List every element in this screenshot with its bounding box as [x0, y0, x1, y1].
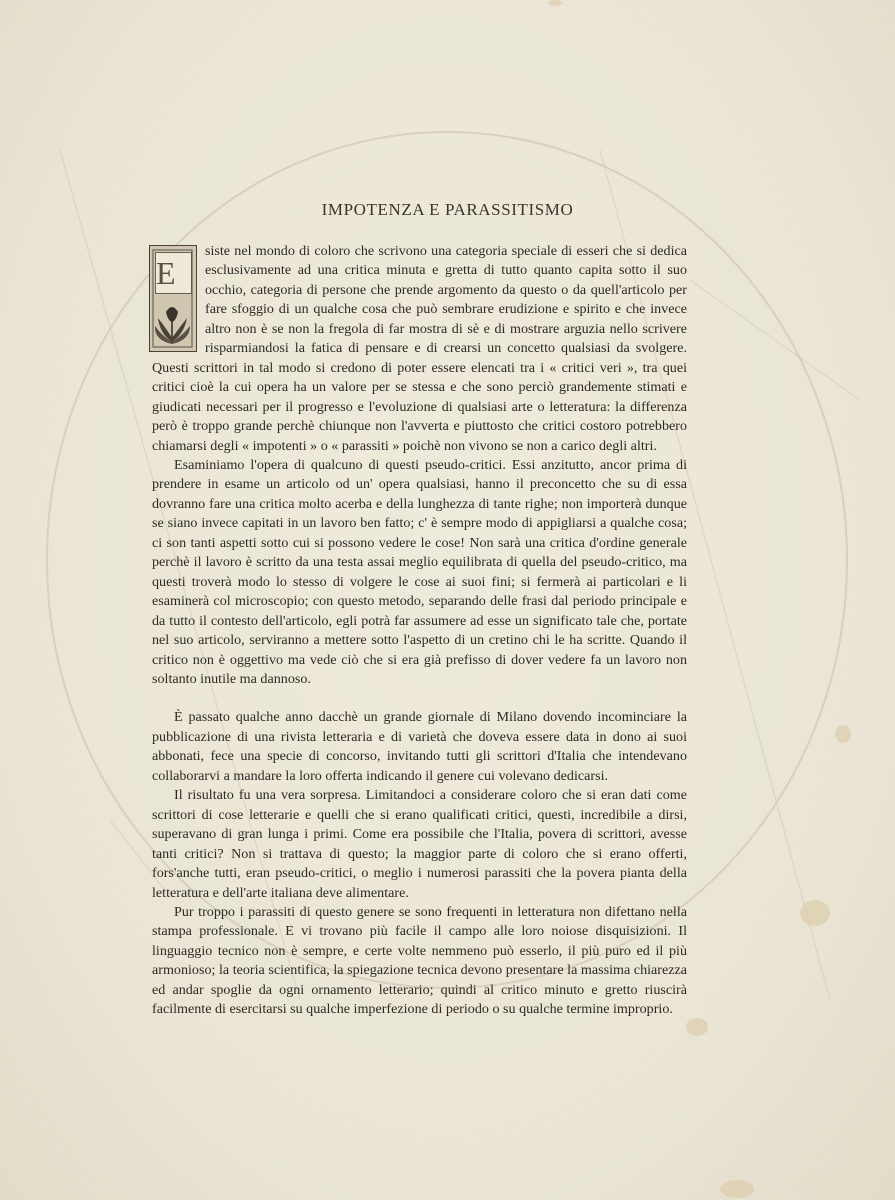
paragraph-4: Il risultato fu una vera sorpresa. Limitandoci a considerare coloro che si eran dati come scrittori di cose letterarie e quelli che si erano qualificati critici, questi, incredibile a dirsi, superavano di gran lunga i primi. Come era possibile che l'Italia, povera di scrittori, avesse tanti critici? Non si trattava di questo; la maggior parte di coloro che si erano offerti, fors'anche tutti, eran pseudo-critici, o meglio i numerosi parassiti che la povera pianta della letteratura e dell'arte italiana deve alimentare.	[152, 787, 687, 901]
article-body	[152, 242, 687, 1020]
paragraph-3: È passato qualche anno dacchè un grande giornale di Milano dovendo incominciare la pubblicazione di una rivista letteraria e di varietà che doveva essere data in dono ai suoi abbonati, fece una specie di concorso, invitando tutti gli scrittori d'Italia che intendevano collaborarvi a mandare la loro offerta indicando il genere cui volevano dedicarsi.	[152, 709, 687, 784]
paragraph-5: Pur troppo i parassiti di questo genere se sono frequenti in letteratura non difettano nella stampa professionale. E vi trovano più facile il campo alle loro noiose disquisizioni. Il linguaggio tecnico non è sempre, e certe volte nemmeno può esserlo, il più puro ed il più armonioso; la teoria scientifica, la spiegazione tecnica devono presentare la massima chiarezza ed andar spoglie da ogni ornamento letterario; quindi al critico minuto e gretto riuscirà facilmente di esercitarsi su qualche imperfezione di periodo o su qualche termine improprio.	[152, 903, 687, 1018]
paragraph-2: Esaminiamo l'opera di qualcuno di questi pseudo-critici. Essi anzitutto, ancor prima di prendere in esame un articolo od un' opera qualsiasi, hanno il preconcetto che su di essa dovranno fare una critica molto acerba e della lunghezza di tante righe; non importerà dunque se siano invece capitati in un lavoro ben fatto; c' è sempre modo di appigliarsi a qualche cosa; ci son tanti aspetti sotto cui si possono vedere le cose! Non sarà una critica d'ordine generale perchè il lavoro è scritto da una testa assai meglio equilibrata di quella del pseudo-critico, ma questi troverà modo lo stesso di volgere le cose ai suoi fini; si fermerà ai particolari e li esaminerà col microscopio; con questo metodo, separando delle frasi dal periodo principale e da tutto il contesto dell'articolo, egli potrà far assumere ad esse un significato tale che, portate nel suo articolo, serviranno a mettere sotto l'aspetto di un cretino chi le ha scritte. Quando il critico non è oggettivo ma vede ciò che si era già prefisso di dover vedere fa un lavoro non soltanto inutile ma dannoso.	[152, 456, 687, 687]
paper-stain	[548, 0, 562, 6]
tulip-icon	[150, 246, 195, 350]
paper-stain	[720, 1180, 754, 1198]
paper-stain	[800, 900, 830, 926]
drop-cap-ornament	[149, 245, 197, 352]
paragraph-1: E siste nel mondo di coloro che scrivono una categoria speciale di esseri che si dedica esclusivamente ad una critica minuta e gretta di tutto quanto capita sotto il suo occhio, categoria di persone che prende argomento da questo o da quell'articolo per fare sfoggio di un qualche cosa che può sembrare erudizione e spirito e che invece altro non è se non la fregola di far mostra di sè e di mostrare arguzia nello scrivere risparmiandosi la fatica di pensare e di crearsi un concetto qualsiasi da svolgere. Questi scrittori in tal modo si credono di poter essere elencati tra i « critici veri », tra quei critici cioè la cui opera ha un valore per se stessa e che sono perciò grandemente stimati e giudicati necessari per il progresso e l'evoluzione di qualsiasi arte o letteratura: la differenza però è troppo grande perchè chiunque non l'avverta e piuttosto che critici costoro potrebbero chiamarsi degli « impotenti » o « parassiti » poichè non vivono se non a carico degli altri.	[152, 242, 687, 456]
paper-stain	[686, 1018, 708, 1036]
drop-cap-letter: E	[155, 252, 192, 294]
paper-stain	[835, 725, 851, 743]
page-title: IMPOTENZA E PARASSITISMO	[321, 200, 574, 219]
